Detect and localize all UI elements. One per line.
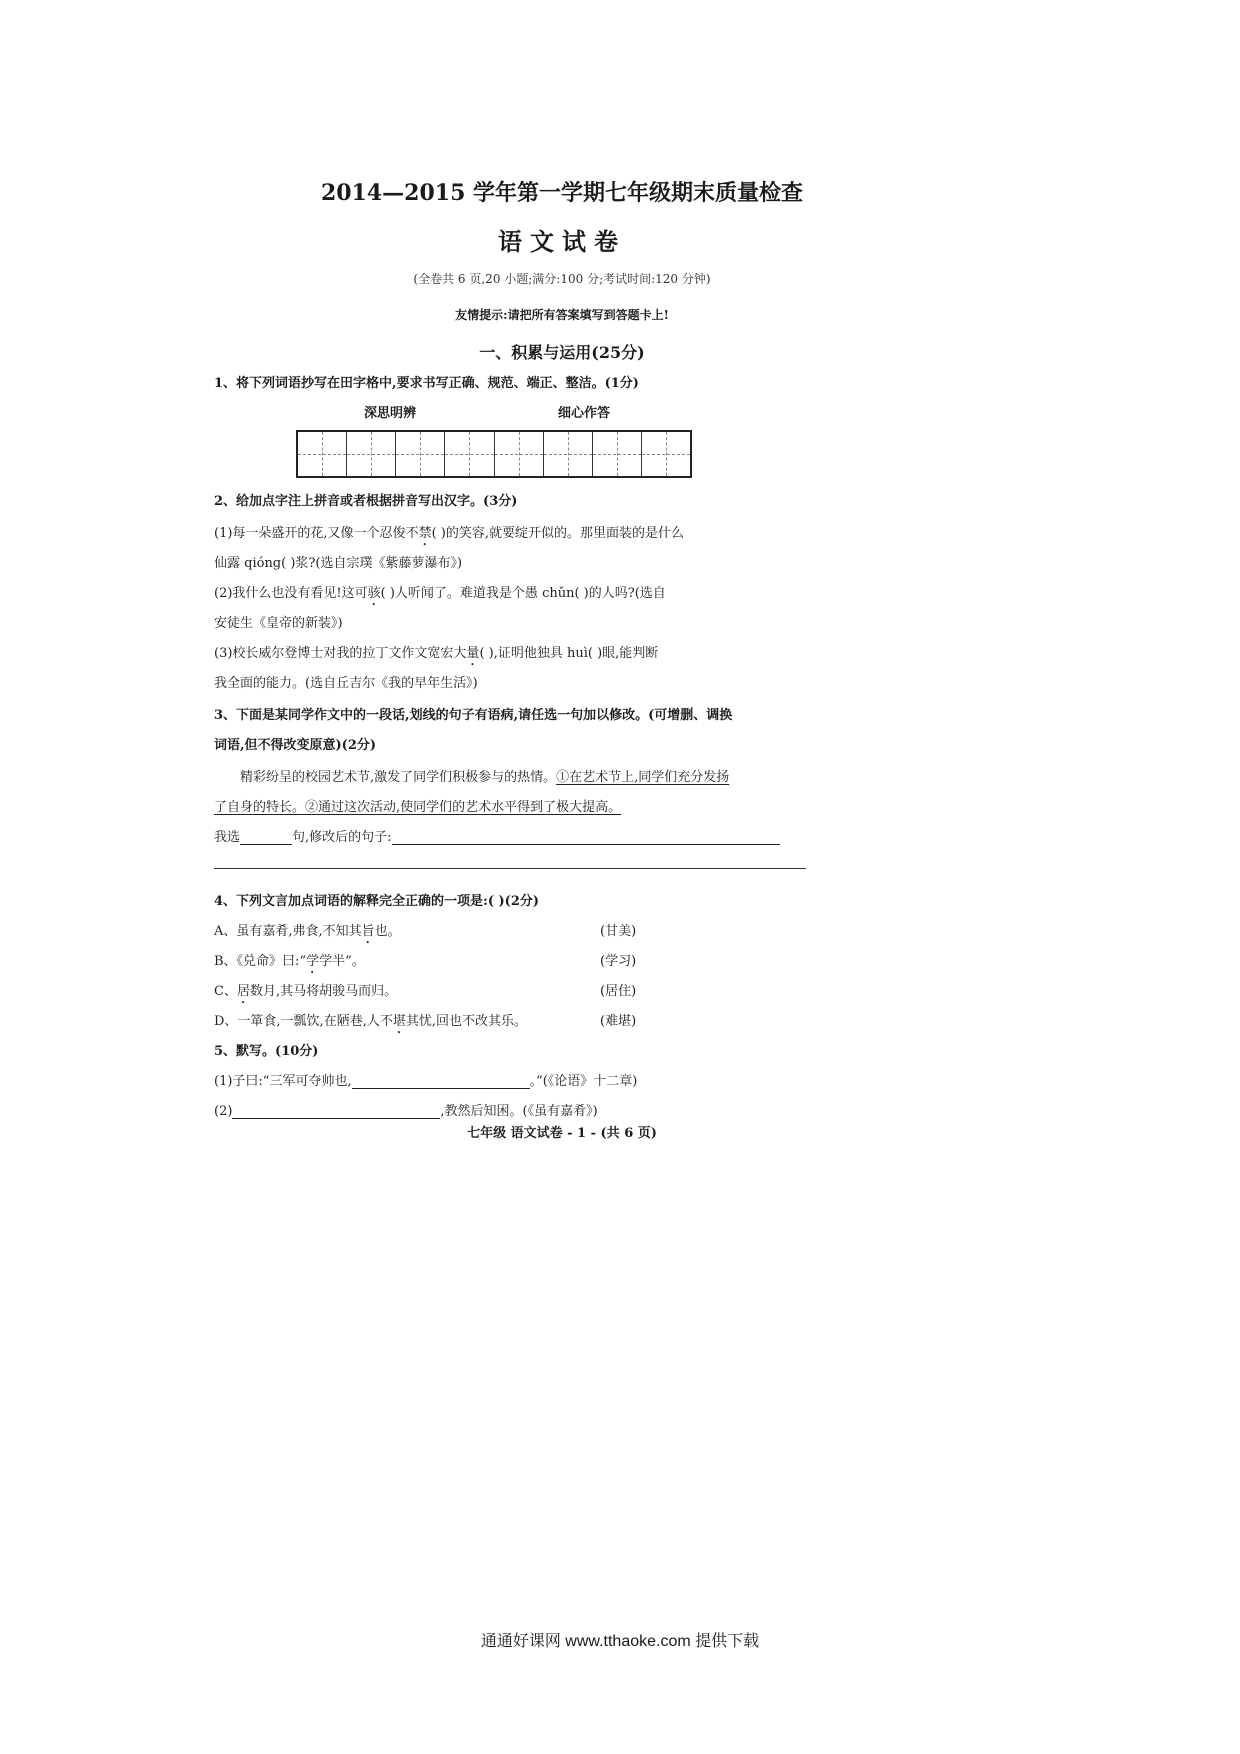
section-heading: 一、积累与运用(25分)	[479, 343, 645, 362]
copy-word-1: 深思明辨	[364, 406, 417, 421]
option-d[interactable]: D、一箪食,一瓢饮,在陋巷,人不堪其忧,回也不改其乐。	[214, 1014, 527, 1029]
dotted-char: 量	[466, 646, 480, 661]
question-1: 1、将下列词语抄写在田字格中,要求书写正确、规范、端正、整洁。(1分)	[214, 376, 639, 391]
q2-line-3: (2)我什么也没有看见!这可骇( )人听闻了。难道我是个愚 chǔn( )的人吗?(选自	[214, 586, 666, 601]
grid-cell[interactable]	[593, 432, 642, 476]
answer-rule[interactable]	[214, 868, 806, 869]
site-watermark: 通通好课网 www.tthaoke.com 提供下载	[480, 1633, 760, 1650]
question-3: 3、下面是某同学作文中的一段话,划线的句子有语病,请任选一句加以修改。(可增删、调换	[214, 708, 733, 723]
question-4: 4、下列文言加点词语的解释完全正确的一项是:( )(2分)	[214, 894, 540, 909]
q2-line-5: (3)校长威尔登博士对我的拉丁文作文宽宏大量( ),证明他独具 huì( )眼,能判断	[214, 646, 659, 661]
q2-line-2: 仙露 qióng( )浆?(选自宗璞《紫藤萝瀑布》)	[214, 556, 463, 571]
underlined-sentence: ①在艺术节上,同学们充分发扬	[556, 770, 730, 785]
q3-answer-line: 我选 句,修改后的句子:	[214, 826, 780, 845]
page-footer: 七年级 语文试卷 - 1 - (共 6 页)	[467, 1126, 657, 1141]
question-3-cont: 词语,但不得改变原意)(2分)	[214, 738, 377, 753]
exam-subtitle: 语文试卷	[498, 227, 626, 256]
grid-cell[interactable]	[298, 432, 347, 476]
dotted-char: 禁	[418, 526, 432, 541]
copy-word-2: 细心作答	[558, 406, 611, 421]
dotted-char: 居	[236, 984, 250, 999]
q2-line-1: (1)每一朵盛开的花,又像一个忍俊不禁( )的笑容,就要绽开似的。那里面装的是什么	[214, 526, 684, 541]
exam-info: (全卷共 6 页,20 小题;满分:100 分;考试时间:120 分钟)	[413, 272, 711, 286]
option-c-explanation: (居住)	[600, 984, 637, 999]
dotted-char: 学	[306, 954, 320, 969]
answer-blank[interactable]	[392, 830, 780, 845]
grid-cell[interactable]	[445, 432, 494, 476]
grid-cell[interactable]	[347, 432, 396, 476]
tianzige-grid[interactable]	[296, 430, 692, 478]
dotted-char: 旨	[361, 924, 375, 939]
dotted-char: 骇	[367, 586, 381, 601]
answer-blank[interactable]	[232, 1104, 440, 1119]
q3-paragraph-1: 精彩纷呈的校园艺术节,激发了同学们积极参与的热情。①在艺术节上,同学们充分发扬	[240, 770, 730, 785]
option-d-explanation: (难堪)	[600, 1014, 637, 1029]
option-c[interactable]: C、居数月,其马将胡骏马而归。	[214, 984, 398, 999]
q2-line-4: 安徒生《皇帝的新装》)	[214, 616, 343, 631]
option-a[interactable]: A、虽有嘉肴,弗食,不知其旨也。	[214, 924, 401, 939]
underlined-sentence: 了自身的特长。②通过这次活动,使同学们的艺术水平得到了极大提高。	[214, 800, 622, 815]
q2-line-6: 我全面的能力。(选自丘吉尔《我的早年生活》)	[214, 676, 478, 691]
q5-line-2: (2) ,教然后知困。(《虽有嘉肴》)	[214, 1104, 598, 1119]
exam-title: 2014—2015 学年第一学期七年级期末质量检查	[320, 180, 804, 206]
q3-paragraph-2	[214, 796, 621, 815]
option-b[interactable]: B、《兑命》曰:“学学半”。	[214, 954, 365, 969]
grid-cell[interactable]	[642, 432, 690, 476]
grid-cell[interactable]	[396, 432, 445, 476]
option-b-explanation: (学习)	[600, 954, 637, 969]
option-a-explanation: (甘美)	[600, 924, 637, 939]
grid-cell[interactable]	[544, 432, 593, 476]
question-2: 2、给加点字注上拼音或者根据拼音写出汉字。(3分)	[214, 494, 518, 509]
grid-cell[interactable]	[495, 432, 544, 476]
answer-blank[interactable]	[352, 1074, 530, 1089]
dotted-char: 堪	[392, 1014, 406, 1029]
q5-line-1: (1)子曰:“三军可夺帅也, 。”(《论语》十二章)	[214, 1074, 638, 1089]
question-5: 5、默写。(10分)	[214, 1044, 319, 1059]
exam-tip: 友情提示:请把所有答案填写到答题卡上!	[455, 308, 669, 322]
answer-blank[interactable]	[240, 830, 292, 845]
